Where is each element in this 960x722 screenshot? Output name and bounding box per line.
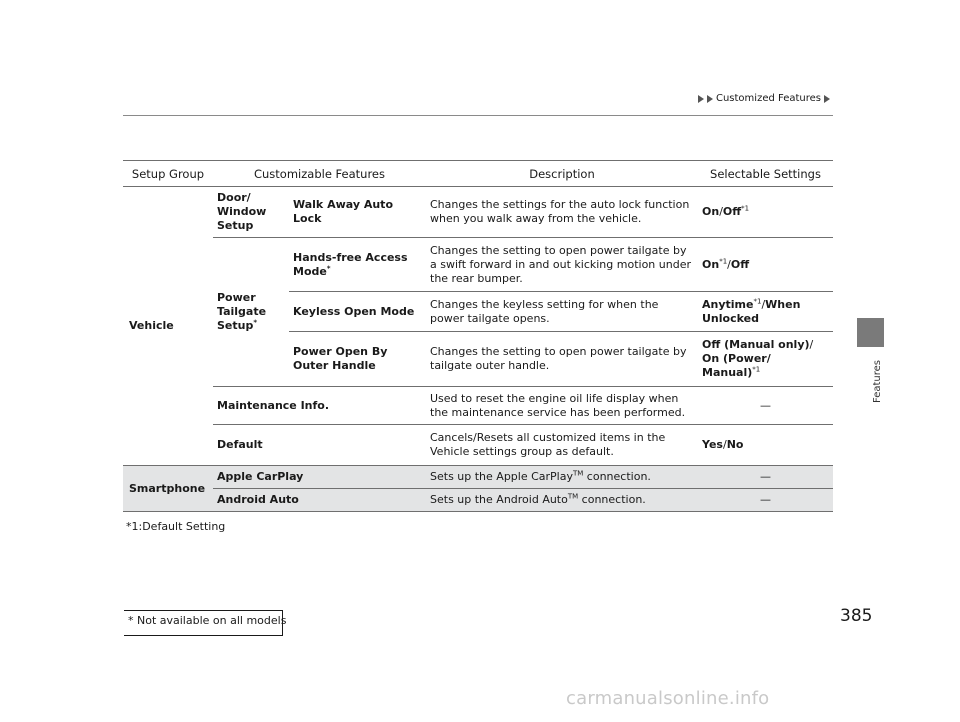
table-row xyxy=(123,238,833,292)
settings-cell xyxy=(698,292,833,332)
setting-option: No xyxy=(726,438,744,451)
watermark: carmanualsonline.info xyxy=(566,688,770,709)
group-smartphone: Smartphone xyxy=(123,466,213,512)
settings-cell: — xyxy=(698,387,833,425)
settings-cell: — xyxy=(698,466,833,489)
availability-marker: * xyxy=(326,263,331,272)
setting-option: On (Power/ Manual) xyxy=(702,352,771,379)
category-door-window: Door/ Window Setup xyxy=(213,187,289,238)
availability-note: * Not available on all models xyxy=(128,614,287,627)
setting-option: Off xyxy=(730,257,750,271)
header-selectable-settings: Selectable Settings xyxy=(698,161,833,187)
description-text: connection. xyxy=(578,493,646,506)
settings-cell xyxy=(698,332,833,387)
setting-separator: / xyxy=(722,438,727,451)
description-text: Sets up the Apple CarPlay xyxy=(430,470,573,483)
section-tab-label: Features xyxy=(872,360,883,403)
description-text: Sets up the Android Auto xyxy=(430,493,568,506)
table-row xyxy=(123,489,833,512)
footnote-marker: *1 xyxy=(719,256,728,265)
description-text: connection. xyxy=(583,470,651,483)
feature-walk-away-auto-lock: Walk Away Auto Lock xyxy=(289,187,426,238)
trademark-marker: TM xyxy=(567,492,579,501)
table-row xyxy=(123,187,833,238)
setting-separator: / xyxy=(809,338,814,351)
feature-label: Hands-free Access Mode xyxy=(293,250,408,278)
setting-option: Yes xyxy=(702,438,723,451)
description-cell: Used to reset the engine oil life display when the maintenance service has been performed. xyxy=(426,387,698,425)
settings-cell xyxy=(698,187,833,238)
setting-option: Off xyxy=(722,205,742,218)
table-row xyxy=(123,425,833,466)
feature-apple-carplay: Apple CarPlay xyxy=(213,466,426,489)
breadcrumb xyxy=(698,93,830,104)
footnote-default-setting: *1:Default Setting xyxy=(126,520,226,533)
table-row xyxy=(123,387,833,425)
feature-android-auto: Android Auto xyxy=(213,489,426,512)
arrow-icon xyxy=(698,95,704,103)
setting-separator: / xyxy=(719,205,723,218)
page-number: 385 xyxy=(840,606,873,626)
category-power-tailgate xyxy=(213,238,289,387)
setting-option: On xyxy=(702,205,720,218)
setting-separator: / xyxy=(761,297,766,311)
section-tab-marker xyxy=(857,318,884,347)
arrow-icon xyxy=(707,95,713,103)
footnote-marker: *1 xyxy=(753,296,762,305)
description-cell xyxy=(426,466,698,489)
description-cell xyxy=(426,489,698,512)
header-customizable-features: Customizable Features xyxy=(213,161,426,187)
category-label: Power Tailgate Setup xyxy=(217,291,267,332)
settings-cell: — xyxy=(698,489,833,512)
footnote-marker: *1 xyxy=(741,204,750,213)
table-header-row xyxy=(123,161,833,187)
description-cell: Changes the setting to open power tailgate by a swift forward in and out kicking motion under the rear bumper. xyxy=(426,238,698,292)
trademark-marker: TM xyxy=(572,469,584,478)
description-cell: Changes the setting to open power tailgate by tailgate outer handle. xyxy=(426,332,698,387)
settings-cell xyxy=(698,425,833,466)
setting-separator: / xyxy=(727,257,731,271)
header-rule xyxy=(123,115,833,116)
description-cell: Cancels/Resets all customized items in the Vehicle settings group as default. xyxy=(426,425,698,466)
setting-option: Off (Manual only) xyxy=(702,338,810,351)
customized-features-table xyxy=(123,160,833,512)
feature-power-open-by-outer-handle: Power Open By Outer Handle xyxy=(289,332,426,387)
group-vehicle: Vehicle xyxy=(129,319,174,332)
setting-option: On xyxy=(702,257,720,271)
footnote-marker: *1 xyxy=(752,365,761,374)
availability-marker: * xyxy=(253,318,258,327)
arrow-icon xyxy=(824,95,830,103)
feature-default: Default xyxy=(213,425,426,466)
setting-option: When Unlocked xyxy=(702,297,801,325)
header-description: Description xyxy=(426,161,698,187)
feature-hands-free-access-mode xyxy=(289,238,426,292)
table-row xyxy=(123,466,833,489)
settings-cell xyxy=(698,238,833,292)
feature-maintenance-info: Maintenance Info. xyxy=(213,387,426,425)
setting-option: Anytime xyxy=(702,297,754,311)
breadcrumb-label: Customized Features xyxy=(715,93,821,104)
description-cell: Changes the keyless setting for when the power tailgate opens. xyxy=(426,292,698,332)
feature-keyless-open-mode: Keyless Open Mode xyxy=(289,292,426,332)
header-setup-group: Setup Group xyxy=(123,161,213,187)
description-cell: Changes the settings for the auto lock function when you walk away from the vehicle. xyxy=(426,187,698,238)
